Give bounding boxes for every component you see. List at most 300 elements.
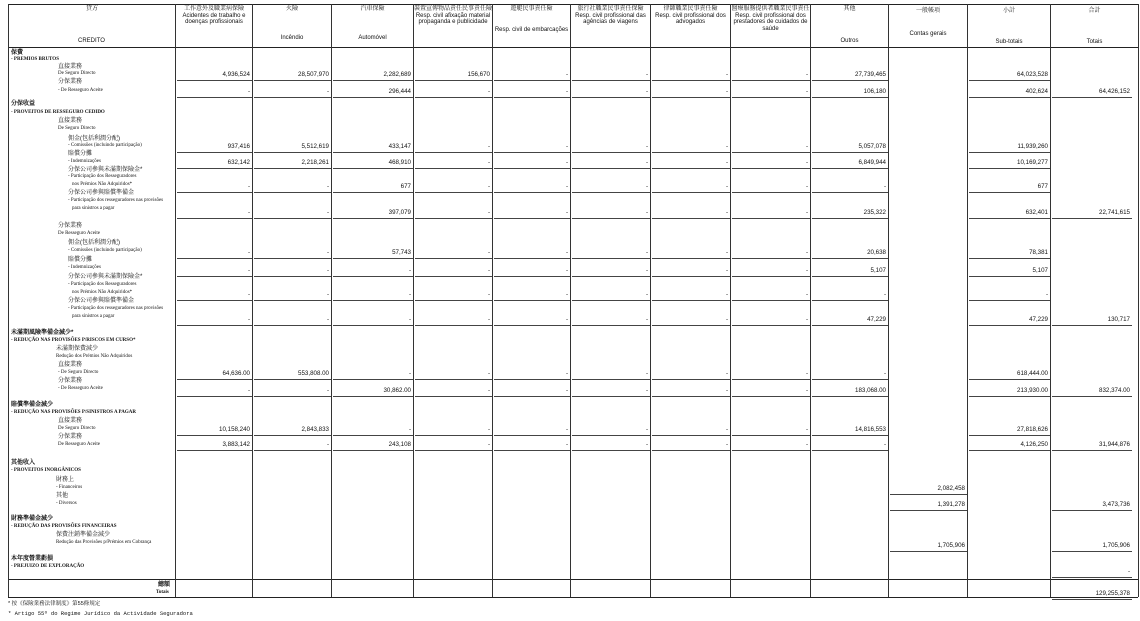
label-outros-zh: 其他收入 — [11, 460, 36, 466]
value-cell: - — [408, 316, 411, 323]
label-r-directo-zh: 直接業務 — [58, 362, 83, 368]
cell-underline — [494, 168, 570, 169]
value-cell: - — [805, 316, 808, 323]
value-cell: - — [247, 209, 250, 216]
cell-underline — [254, 80, 331, 81]
cell-underline — [494, 300, 570, 301]
label-part2-pt1: - Participação dos resseguradores nas provisões — [68, 198, 164, 203]
value-cell: - — [645, 143, 648, 150]
value-cell: - — [565, 387, 568, 394]
cell-underline — [177, 396, 252, 397]
value-cell: - — [645, 71, 648, 78]
value-cell: 5,107 — [870, 267, 886, 274]
label-aceite-pt: - De Resseguro Aceite — [58, 88, 103, 93]
value-cell: - — [645, 267, 648, 274]
label-fin-pt: - Financeiros — [56, 485, 83, 490]
value-cell: - — [247, 316, 250, 323]
cell-underline — [494, 97, 570, 98]
cell-underline — [254, 450, 331, 451]
cell-underline — [812, 152, 888, 153]
value-cell: - — [487, 159, 490, 166]
value-cell: 553,808.00 — [298, 370, 329, 377]
cell-underline — [333, 80, 413, 81]
cell-underline — [254, 168, 331, 169]
cell-underline — [494, 218, 570, 219]
cell-underline — [415, 379, 492, 380]
cell-underline — [652, 379, 730, 380]
value-cell: - — [565, 209, 568, 216]
cell-underline — [333, 276, 413, 277]
cell-underline — [333, 152, 413, 153]
value-cell: - — [408, 426, 411, 433]
value-cell: - — [326, 316, 329, 323]
value-cell: - — [1045, 291, 1048, 298]
cell-underline — [812, 396, 888, 397]
cell-underline — [333, 300, 413, 301]
label-proveitos-zh: 分保收益 — [11, 101, 36, 107]
value-cell: - — [805, 370, 808, 377]
value-cell: - — [565, 267, 568, 274]
cell-underline — [969, 300, 1050, 301]
value-cell: 677 — [1037, 183, 1048, 190]
cell-underline — [177, 450, 252, 451]
cell-underline — [572, 325, 650, 326]
cell-underline — [1052, 218, 1132, 219]
value-cell: - — [565, 291, 568, 298]
value-cell: - — [645, 441, 648, 448]
value-cell: 78,381 — [1029, 249, 1048, 256]
cell-underline — [572, 218, 650, 219]
cell-underline — [415, 450, 492, 451]
label-r-directo-pt: - De Seguro Directo — [58, 370, 99, 375]
cell-underline — [177, 192, 252, 193]
label-comissoes-zh: 佣金(包括利潤分配) — [68, 136, 120, 142]
cell-underline — [969, 450, 1050, 451]
value-cell: - — [326, 387, 329, 394]
value-cell: - — [725, 316, 728, 323]
value-cell: - — [725, 249, 728, 256]
value-cell: - — [645, 159, 648, 166]
cell-underline — [969, 276, 1050, 277]
value-cell: - — [565, 370, 568, 377]
value-cell: 183,068.00 — [855, 387, 886, 394]
label-p-directo-zh: 直接業務 — [58, 118, 83, 124]
cell-underline — [652, 258, 730, 259]
value-cell: 5,107 — [1032, 267, 1048, 274]
label-outros-pt: - PROVEITOS INORGÂNICOS — [11, 468, 81, 473]
value-cell: - — [725, 88, 728, 95]
label-comissoes-ace-pt: - Comissões (incluindo participação) — [68, 248, 142, 253]
label-red-sub-pt: Redução dos Prémios Não Adquiridos — [56, 354, 133, 359]
value-cell: 1,391,278 — [937, 501, 965, 508]
value-cell: - — [645, 426, 648, 433]
cell-underline — [177, 435, 252, 436]
value-cell: - — [725, 71, 728, 78]
cell-underline — [1052, 325, 1132, 326]
value-cell: - — [725, 159, 728, 166]
value-cell: - — [883, 291, 886, 298]
cell-underline — [969, 435, 1050, 436]
value-cell: 433,147 — [388, 143, 411, 150]
value-cell: - — [565, 426, 568, 433]
cell-underline — [652, 450, 730, 451]
cell-underline — [652, 97, 730, 98]
value-cell: 27,739,465 — [855, 71, 886, 78]
cell-underline — [732, 258, 810, 259]
value-cell: - — [645, 316, 648, 323]
value-cell: 402,624 — [1025, 88, 1048, 95]
header-afixacao: 裝置宣傳物品責任民事責任險 Resp. civil afixação material propaganda e publicidade — [414, 6, 493, 26]
cell-underline — [652, 152, 730, 153]
value-cell: - — [247, 249, 250, 256]
cell-underline — [177, 379, 252, 380]
value-cell: 6,849,944 — [858, 159, 886, 166]
cell-underline — [732, 396, 810, 397]
cell-underline — [333, 97, 413, 98]
value-cell: - — [805, 159, 808, 166]
value-cell: - — [326, 291, 329, 298]
label-r-aceite-zh: 分保業務 — [58, 378, 83, 384]
cell-underline — [494, 192, 570, 193]
cell-underline — [572, 450, 650, 451]
value-cell: - — [565, 183, 568, 190]
value-cell: - — [725, 183, 728, 190]
value-cell: - — [805, 143, 808, 150]
cell-underline — [177, 97, 252, 98]
value-cell: - — [565, 143, 568, 150]
value-cell: - — [645, 88, 648, 95]
cell-underline — [415, 435, 492, 436]
cell-underline — [333, 396, 413, 397]
header-incendio: 火險 Incêndio — [280, 6, 304, 41]
header-embarcacoes: 遊艇民事責任險 Resp. civil de embarcações — [494, 6, 569, 33]
cell-underline — [254, 258, 331, 259]
cell-underline — [494, 258, 570, 259]
value-cell: - — [326, 209, 329, 216]
value-cell: 243,108 — [388, 441, 411, 448]
label-div-zh: 其他 — [56, 493, 69, 499]
value-cell: - — [408, 370, 411, 377]
value-cell: - — [487, 267, 490, 274]
cell-underline — [254, 276, 331, 277]
label-reducao-pt: - REDUÇÃO NAS PROVISÕES P/RISCOS EM CURSO* — [11, 338, 136, 343]
value-cell: - — [805, 209, 808, 216]
value-cell: 129,255,378 — [1095, 590, 1130, 597]
cell-underline — [254, 97, 331, 98]
label-financeiras-pt: - REDUÇÃO DAS PROVISÕES FINANCEIRAS — [11, 524, 117, 529]
cell-underline — [494, 80, 570, 81]
value-cell: - — [645, 387, 648, 394]
label-p-directo-pt: De Seguro Directo — [58, 126, 96, 131]
value-cell: - — [645, 291, 648, 298]
label-fin-sub-pt: Redução das Provisões p/Prémios em Cobrança — [56, 540, 152, 545]
cell-underline — [333, 450, 413, 451]
value-cell: 5,512,619 — [301, 143, 329, 150]
footnote-pt: * Artigo 55º do Regime Jurídico da Actividade Seguradora — [8, 610, 193, 617]
label-r-aceite-pt: - De Resseguro Aceite — [58, 386, 103, 391]
footnote-zh: * 按《保險業務法律制度》第55條規定 — [8, 601, 101, 607]
value-cell: - — [408, 267, 411, 274]
cell-underline — [415, 218, 492, 219]
value-cell: 31,944,876 — [1099, 441, 1130, 448]
value-cell: - — [487, 143, 490, 150]
value-cell: 468,910 — [388, 159, 411, 166]
cell-underline — [254, 300, 331, 301]
value-cell: 4,936,524 — [222, 71, 250, 78]
cell-underline — [177, 168, 252, 169]
value-cell: - — [725, 387, 728, 394]
cell-underline — [415, 276, 492, 277]
label-reducao-zh: 未滿期風險準備金減少* — [11, 330, 74, 336]
cell-underline — [177, 325, 252, 326]
value-cell: - — [487, 370, 490, 377]
cell-underline — [652, 168, 730, 169]
value-cell: - — [487, 387, 490, 394]
cell-underline — [494, 379, 570, 380]
label-part-zh: 分保公司參與未滿期保險金* — [68, 167, 143, 173]
value-cell: - — [725, 209, 728, 216]
cell-underline — [812, 218, 888, 219]
value-cell: 1,705,906 — [937, 542, 965, 549]
label-comissoes-pt: - Comissões (incluindo participação) — [68, 143, 142, 148]
value-cell: 2,082,458 — [937, 485, 965, 492]
cell-underline — [572, 300, 650, 301]
value-cell: - — [805, 88, 808, 95]
cell-underline — [732, 379, 810, 380]
label-premios-pt: - PREMIOS BRUTOS — [11, 57, 59, 62]
cell-underline — [333, 325, 413, 326]
value-cell: - — [487, 249, 490, 256]
value-cell: - — [326, 183, 329, 190]
label-red-sub-zh: 未滿期保費減少 — [56, 346, 99, 352]
value-cell: 632,142 — [227, 159, 250, 166]
header-saude: 醫療服務提供者職業民事責任 Resp. civil profissional dos prestadores de cuidados de saúde — [731, 6, 810, 32]
label-financeiras-zh: 財務準備金減少 — [11, 516, 54, 522]
cell-underline — [1052, 97, 1132, 98]
cell-underline — [969, 97, 1050, 98]
value-cell: 618,444.00 — [1017, 370, 1048, 377]
label-directo-zh: 直接業務 — [58, 64, 83, 70]
value-cell: - — [805, 71, 808, 78]
value-cell: 11,939,260 — [1017, 143, 1048, 150]
header-contas-gerais: 一般帳項 Contas gerais — [909, 8, 947, 37]
label-p-aceite-zh: 分保業務 — [58, 223, 83, 229]
cell-underline — [969, 192, 1050, 193]
cell-underline — [732, 97, 810, 98]
cell-underline — [652, 396, 730, 397]
label-indemn-ace-zh: 賠償分攤 — [68, 257, 93, 263]
value-cell: - — [247, 88, 250, 95]
value-cell: 937,416 — [227, 143, 250, 150]
cell-underline — [890, 510, 967, 511]
value-cell: - — [487, 183, 490, 190]
label-fin-sub-zh: 保費注銷準備金減少 — [56, 532, 111, 538]
label-total-pt: Totais — [156, 590, 169, 595]
value-cell: 64,023,528 — [1017, 71, 1048, 78]
value-cell: 2,843,833 — [301, 426, 329, 433]
value-cell: 47,229 — [1029, 316, 1048, 323]
value-cell: 156,670 — [467, 71, 490, 78]
cell-underline — [890, 494, 967, 495]
label-total-zh: 總額 — [158, 582, 171, 588]
value-cell: - — [805, 249, 808, 256]
value-cell: 130,717 — [1107, 316, 1130, 323]
value-cell: - — [326, 88, 329, 95]
label-premios-zh: 保費 — [11, 50, 24, 56]
cell-underline — [969, 218, 1050, 219]
value-cell: 1,705,906 — [1102, 542, 1130, 549]
label-part-ace-pt1: - Participação dos Resseguradores — [68, 282, 137, 287]
header-outros: 其他 Outros — [840, 6, 859, 44]
value-cell: - — [1127, 568, 1130, 575]
value-cell: - — [645, 183, 648, 190]
label-s-directo-pt: De Seguro Directo — [58, 426, 96, 431]
value-cell: - — [725, 370, 728, 377]
label-part2-ace-pt1: - Participação dos resseguradores nas provisões — [68, 306, 164, 311]
cell-underline — [415, 97, 492, 98]
cell-underline — [572, 97, 650, 98]
value-cell: 22,741,615 — [1099, 209, 1130, 216]
label-prejuizo-pt: - PREJUIZO DE EXPLORAÇÃO — [11, 564, 85, 569]
cell-underline — [812, 435, 888, 436]
cell-underline — [732, 276, 810, 277]
value-cell: - — [565, 316, 568, 323]
cell-underline — [732, 168, 810, 169]
value-cell: 632,401 — [1025, 209, 1048, 216]
label-aceite-zh: 分保業務 — [58, 79, 83, 85]
value-cell: - — [883, 370, 886, 377]
cell-underline — [415, 80, 492, 81]
value-cell: - — [247, 387, 250, 394]
cell-underline — [812, 258, 888, 259]
value-cell: 677 — [400, 183, 411, 190]
value-cell: - — [247, 291, 250, 298]
value-cell: - — [247, 267, 250, 274]
cell-underline — [415, 192, 492, 193]
label-part2-ace-pt2: para sinistros a pagar — [72, 314, 115, 319]
cell-underline — [969, 152, 1050, 153]
value-cell: 3,473,736 — [1102, 501, 1130, 508]
value-cell: - — [805, 441, 808, 448]
label-part2-pt2: para sinistros a pagar — [72, 206, 115, 211]
value-cell: 213,930.00 — [1017, 387, 1048, 394]
value-cell: 30,862.00 — [383, 387, 411, 394]
value-cell: 10,169,277 — [1017, 159, 1048, 166]
label-part2-ace-zh: 分保公司參與賠償準備金 — [68, 298, 135, 304]
value-cell: - — [725, 441, 728, 448]
cell-underline — [732, 218, 810, 219]
cell-underline — [812, 168, 888, 169]
header-agencias: 旅行社職業民事責任保險 Resp. civil profissional das agências de viagens — [575, 6, 646, 26]
label-proveitos-pt: - PROVEITOS DE RESSEGURO CEDIDO — [11, 110, 105, 115]
cell-underline — [254, 379, 331, 380]
value-cell: - — [883, 441, 886, 448]
cell-underline — [652, 276, 730, 277]
cell-underline — [812, 276, 888, 277]
cell-underline — [177, 218, 252, 219]
label-sinistros-zh: 賠償準備金減少 — [11, 402, 54, 408]
cell-underline — [732, 435, 810, 436]
label-part-ace-zh: 分保公司參與未滿期保險金* — [68, 274, 143, 280]
value-cell: 64,636.00 — [222, 370, 250, 377]
cell-underline — [969, 258, 1050, 259]
header-totais: 合計 Totais — [1086, 8, 1103, 45]
cell-underline — [572, 379, 650, 380]
cell-underline — [732, 325, 810, 326]
cell-underline — [1052, 510, 1132, 511]
label-part2-zh: 分保公司參與賠償準備金 — [68, 190, 135, 196]
label-part-ace-pt2: nos Prémios Não Adquiridos* — [72, 290, 133, 295]
header-automovel: 汽車保險 Automóvel — [358, 6, 387, 41]
cell-underline — [969, 168, 1050, 169]
cell-underline — [1052, 599, 1132, 600]
value-cell: - — [487, 88, 490, 95]
cell-underline — [494, 152, 570, 153]
label-p-aceite-pt: De Resseguro Aceite — [58, 231, 100, 236]
cell-underline — [572, 435, 650, 436]
value-cell: 235,322 — [863, 209, 886, 216]
value-cell: 2,282,689 — [383, 71, 411, 78]
cell-underline — [494, 396, 570, 397]
cell-underline — [812, 97, 888, 98]
cell-underline — [494, 325, 570, 326]
cell-underline — [177, 300, 252, 301]
value-cell: - — [326, 249, 329, 256]
label-s-directo-zh: 直接業務 — [58, 418, 83, 424]
cell-underline — [254, 192, 331, 193]
cell-underline — [254, 218, 331, 219]
cell-underline — [254, 396, 331, 397]
cell-underline — [254, 325, 331, 326]
label-part-pt1: - Participação dos Resseguradores — [68, 174, 137, 179]
cell-underline — [333, 192, 413, 193]
value-cell: - — [487, 291, 490, 298]
value-cell: - — [565, 441, 568, 448]
label-prejuizo-zh: 本年度營業虧損 — [11, 556, 54, 562]
value-cell: 57,743 — [392, 249, 411, 256]
label-s-aceite-pt: De Resseguro Aceite — [58, 442, 100, 447]
cell-underline — [415, 396, 492, 397]
cell-underline — [177, 258, 252, 259]
label-sinistros-pt: - REDUÇÃO NAS PROVISÕES P/SINISTROS A PAGAR — [11, 410, 136, 415]
cell-underline — [333, 258, 413, 259]
cell-underline — [415, 152, 492, 153]
label-fin-zh: 財務上 — [56, 477, 75, 483]
value-cell: 27,818,626 — [1017, 426, 1048, 433]
value-cell: - — [725, 143, 728, 150]
value-cell: - — [725, 267, 728, 274]
cell-underline — [1052, 396, 1132, 397]
header-acidentes: 工作意外及職業病保險 Acidentes de trabalho e doenças profissionais — [182, 6, 246, 26]
label-s-aceite-zh: 分保業務 — [58, 434, 83, 440]
credit-header-zh: 貸方 — [86, 6, 99, 12]
value-cell: 106,180 — [863, 88, 886, 95]
cell-underline — [812, 300, 888, 301]
cell-underline — [890, 551, 967, 552]
value-cell: - — [565, 249, 568, 256]
cell-underline — [652, 325, 730, 326]
value-cell: 397,079 — [388, 209, 411, 216]
cell-underline — [732, 300, 810, 301]
cell-underline — [969, 396, 1050, 397]
value-cell: - — [883, 183, 886, 190]
cell-underline — [969, 80, 1050, 81]
cell-underline — [812, 192, 888, 193]
cell-underline — [969, 325, 1050, 326]
cell-underline — [415, 168, 492, 169]
value-cell: - — [725, 426, 728, 433]
value-cell: - — [565, 159, 568, 166]
